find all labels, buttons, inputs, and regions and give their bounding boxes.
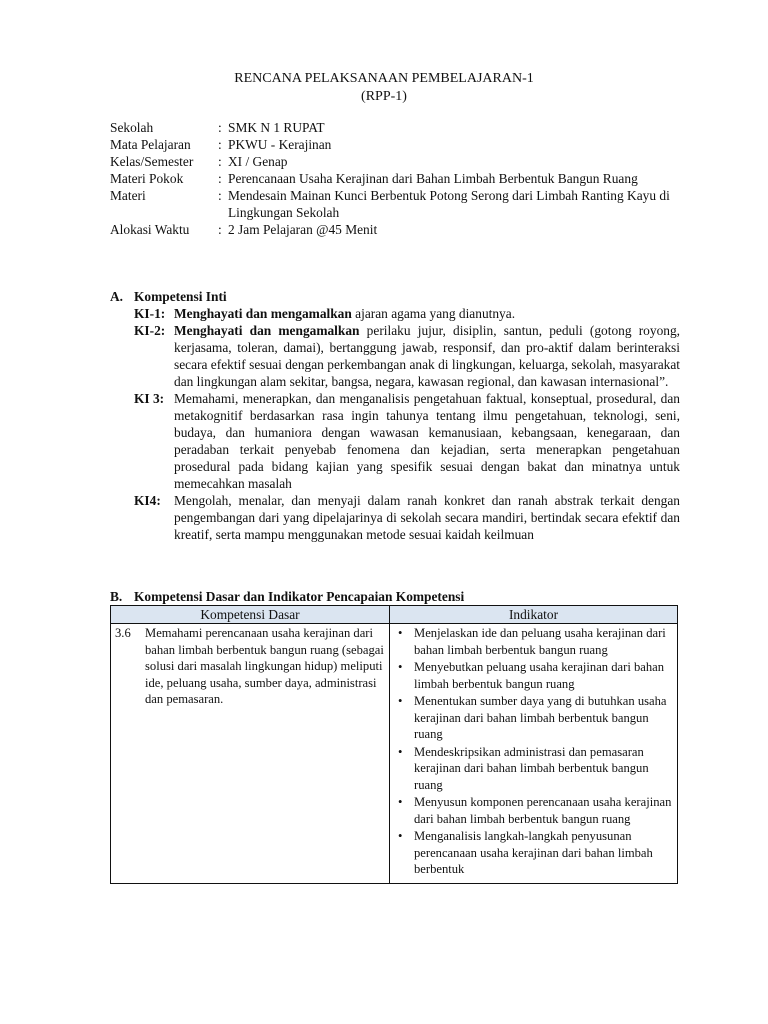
- table-row: [111, 624, 678, 884]
- meta-label: Materi: [110, 188, 146, 203]
- ki-label: KI 3:: [134, 391, 165, 406]
- bullet-icon: •: [398, 795, 403, 809]
- ki-item-4: [134, 492, 680, 543]
- ki-body-text: ajaran agama yang dianutnya.: [351, 306, 516, 321]
- ki-item-3: [134, 390, 680, 492]
- section-letter: A.: [110, 289, 124, 304]
- indicator-text: Mendeskripsikan administrasi dan pemasaran kerajinan dari bahan limbah berbentuk bangun ruang: [414, 744, 649, 792]
- meta-label: Sekolah: [110, 120, 154, 135]
- list-item: [394, 794, 673, 827]
- section-kompetensi-inti: [110, 288, 680, 543]
- list-item: [394, 659, 673, 692]
- ki-text: [174, 305, 680, 322]
- kd-entry: [115, 625, 385, 708]
- meta-row-alokasi-waktu: [110, 221, 680, 238]
- meta-colon: :: [218, 137, 222, 152]
- bullet-icon: •: [398, 626, 403, 640]
- indicator-text: Menyebutkan peluang usaha kerajinan dari bahan limbah berbentuk bangun ruang: [414, 660, 665, 691]
- ki-bold-text: Menghayati dan mengamalkan: [174, 306, 352, 321]
- meta-colon: :: [218, 120, 222, 135]
- meta-value: 2 Jam Pelajaran @45 Menit: [228, 222, 378, 237]
- ki-text: [174, 322, 680, 390]
- meta-row-kelas-semester: [110, 153, 680, 170]
- ki-item-1: [134, 305, 680, 322]
- bullet-icon: •: [398, 660, 403, 674]
- indicator-text: Menentukan sumber daya yang di butuhkan usaha kerajinan dari bahan limbah berbentuk bangun ruang: [414, 694, 667, 741]
- kd-indicator-table: [110, 605, 678, 884]
- section-heading: [110, 588, 680, 605]
- list-item: [394, 828, 673, 878]
- ki-label: KI-1:: [134, 306, 166, 321]
- bullet-icon: •: [398, 694, 403, 708]
- table-header-row: [111, 606, 678, 624]
- ki-label: KI-2:: [134, 323, 166, 338]
- ki-item-2: [134, 322, 680, 390]
- ki-body-text: perilaku jujur, disiplin, santun, peduli (gotong royong, kerjasama, toleran, damai), bertanggung jawab, responsif, dan pro-aktif dalam berinteraksi secara efektif sesuai dengan perkembangan anak di lingkungan, keluarga, sekolah, masyarakat dan lingkungan alam sekitar, bangsa, negara, kawasan regional, dan kawasan internasional”.: [174, 323, 680, 389]
- meta-value: Perencanaan Usaha Kerajinan dari Bahan Limbah Berbentuk Bangun Ruang: [228, 171, 638, 186]
- bullet-icon: •: [398, 829, 403, 843]
- ki-label: KI4:: [134, 493, 161, 508]
- column-header-indikator: Indikator: [390, 606, 678, 624]
- indicator-text: Menganalisis langkah-langkah penyusunan perencanaan usaha kerajinan dari bahan limbah berbentuk: [414, 829, 653, 876]
- list-item: [394, 744, 673, 794]
- meta-label: Alokasi Waktu: [110, 222, 190, 237]
- meta-row-mata-pelajaran: [110, 136, 680, 153]
- meta-colon: :: [218, 171, 222, 186]
- section-title: Kompetensi Inti: [134, 289, 227, 304]
- kd-text: Memahami perencanaan usaha kerajinan dari bahan limbah berbentuk bangun ruang (sebagai solusi dari masalah lingkungan hidup) meliputi ide, peluang usaha, sumber daya, administrasi dan pemasaran.: [145, 626, 384, 706]
- indicator-list: [394, 625, 673, 878]
- ki-text: [174, 492, 680, 543]
- meta-value: Mendesain Mainan Kunci Berbentuk Potong Serong dari Limbah Ranting Kayu di Lingkungan Sekolah: [228, 188, 670, 220]
- meta-row-materi: [110, 187, 680, 221]
- indicator-text: Menyusun komponen perencanaan usaha kerajinan dari bahan limbah berbentuk bangun ruang: [414, 795, 672, 826]
- ki-body-text: Memahami, menerapkan, dan menganalisis pengetahuan faktual, konseptual, prosedural, dan metakognitif berdasarkan rasa ingin tahunya tentang ilmu pengetahuan, teknologi, seni, budaya, dan humaniora dengan wawasan kemanusiaan, kebangsaan, kenegaraan, dan peradaban terkait penyebab fenomena dan kejadian, serta menerapkan pengetahuan prosedural pada bidang kajian yang spesifik sesuai dengan bakat dan minatnya untuk memecahkan masalah: [174, 391, 680, 491]
- kd-number: 3.6: [115, 626, 131, 640]
- meta-colon: :: [218, 154, 222, 169]
- meta-block: [110, 119, 680, 238]
- list-item: [394, 625, 673, 658]
- document-subtitle: (RPP-1): [361, 89, 407, 104]
- section-letter: B.: [110, 589, 123, 604]
- meta-colon: :: [218, 222, 222, 237]
- meta-label: Mata Pelajaran: [110, 137, 191, 152]
- ki-bold-text: Menghayati dan mengamalkan: [174, 323, 360, 338]
- ki-text: [174, 390, 680, 492]
- kd-cell: [111, 624, 390, 884]
- indicator-cell: [390, 624, 678, 884]
- list-item: [394, 693, 673, 743]
- meta-label: Materi Pokok: [110, 171, 184, 186]
- section-heading: [110, 288, 680, 305]
- indicator-text: Menjelaskan ide dan peluang usaha kerajinan dari bahan limbah berbentuk bangun ruang: [414, 626, 666, 657]
- document-title: RENCANA PELAKSANAAN PEMBELAJARAN-1: [234, 71, 534, 86]
- meta-label: Kelas/Semester: [110, 154, 194, 169]
- ki-body-text: Mengolah, menalar, dan menyaji dalam ranah konkret dan ranah abstrak terkait dengan pengembangan dari yang dipelajarinya di sekolah secara mandiri, bertindak secara efektif dan kreatif, serta mampu menggunakan metode sesuai kaidah keilmuan: [174, 493, 680, 542]
- meta-value: SMK N 1 RUPAT: [228, 120, 325, 135]
- meta-colon: :: [218, 188, 222, 203]
- meta-value: PKWU - Kerajinan: [228, 137, 332, 152]
- document-title-block: [0, 70, 768, 106]
- meta-value: XI / Genap: [228, 154, 288, 169]
- meta-row-materi-pokok: [110, 170, 680, 187]
- column-header-kompetensi-dasar: Kompetensi Dasar: [111, 606, 390, 624]
- section-title: Kompetensi Dasar dan Indikator Pencapaian Kompetensi: [134, 589, 465, 604]
- bullet-icon: •: [398, 744, 403, 759]
- meta-row-sekolah: [110, 119, 680, 136]
- section-kompetensi-dasar: [110, 588, 680, 884]
